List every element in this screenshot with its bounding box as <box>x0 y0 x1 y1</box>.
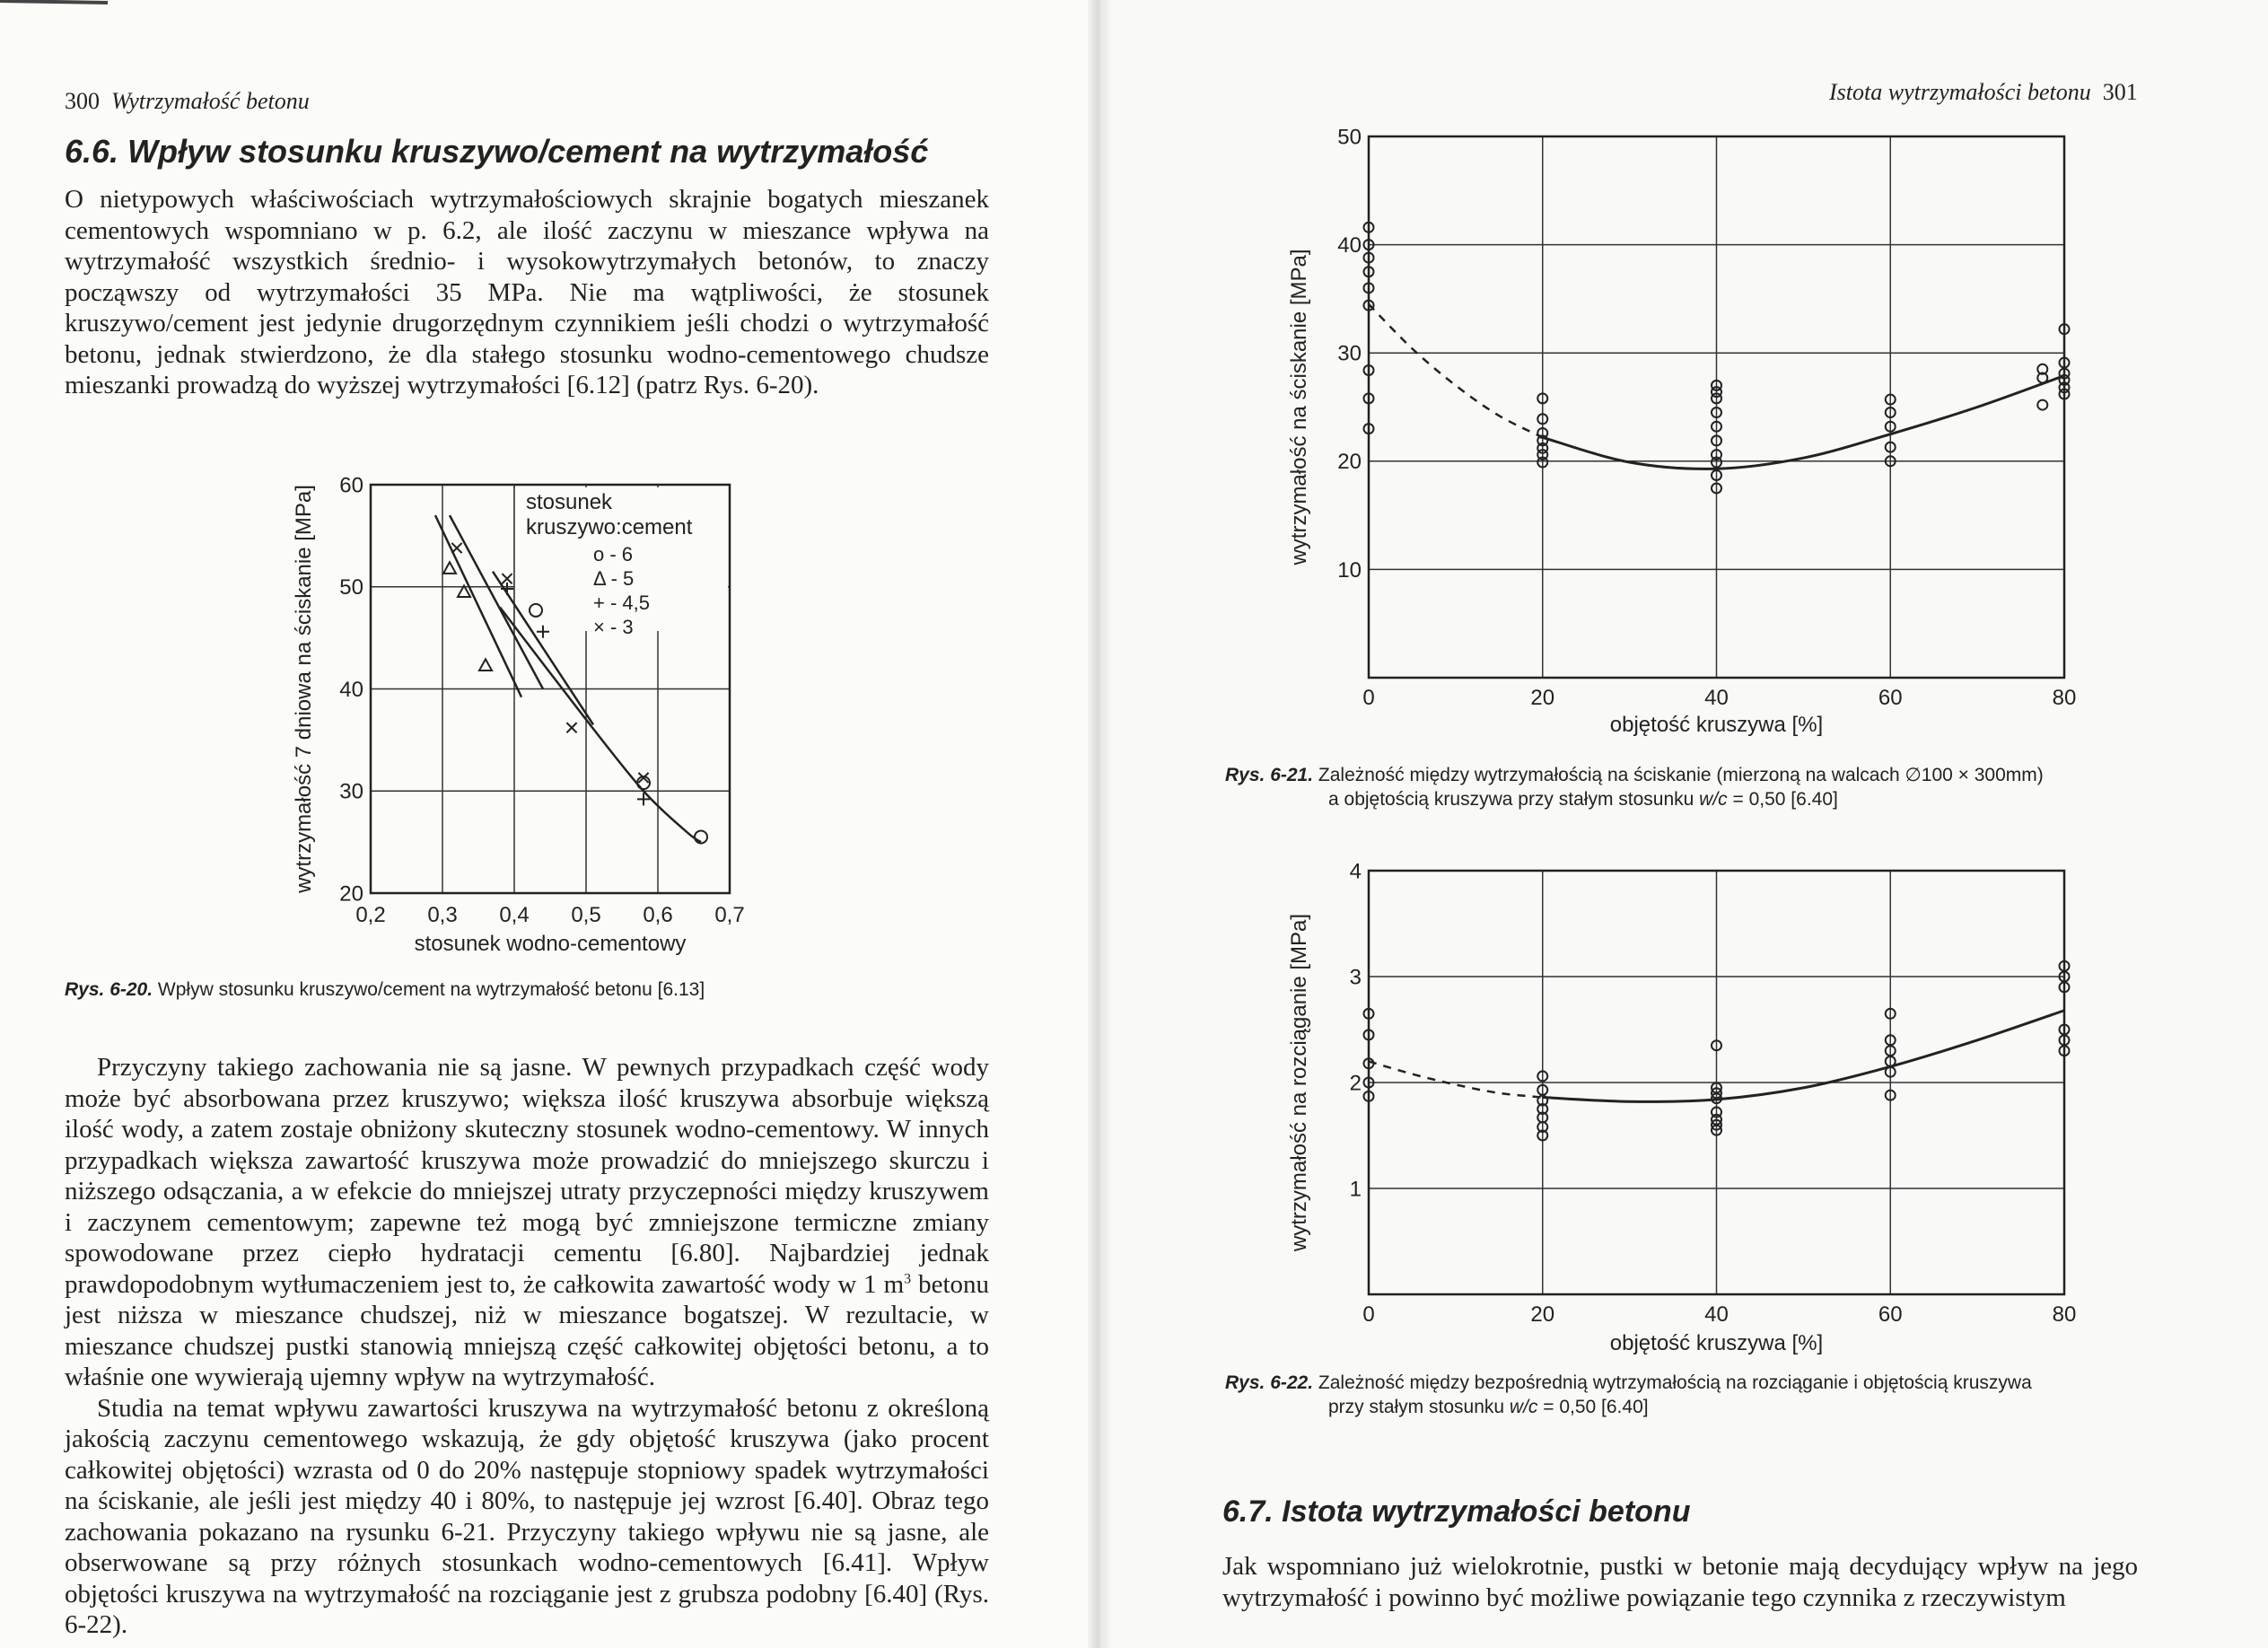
section-heading-6-6: 6.6. Wpływ stosunku kruszywo/cement na wytrzymałość <box>65 133 929 170</box>
paragraph-2-text: Przyczyny takiego zachowania nie są jasne. W pewnych przypadkach część wody może być absorbowana przez kruszywo; większa ilość kruszywa absorbuje większą ilość wody, a zatem zostaje obniżony skuteczny stosunek wodno-cementowy. W innych przypadkach większa zawartość kruszywa może prowadzić do mniejszego skurczu i niższego odsączania, a w efekcie do mniejszej utraty przyczepności między kruszywem i zaczynem cementowym; zapewne też mogą być zmniejszone termiczne zmiany spowodowane przez ciepło hydratacji cementu [6.80]. Najbardziej jednak prawdopodobnym wytłumaczeniem jest to, że całkowita zawartość wody w 1 m <box>65 1053 989 1299</box>
figure-6-20 <box>285 471 770 969</box>
right-running-header <box>1829 79 2138 106</box>
figure-6-21-caption-label: Rys. 6-21. <box>1225 765 1314 785</box>
body-text-block <box>65 1052 989 1641</box>
data-point-x <box>566 723 576 732</box>
y-axis-title: wytrzymałość na ściskanie [MPa] <box>1287 249 1311 565</box>
paragraph-3: Studia na temat wpływu zawartości kruszywa na wytrzymałość betonu z określoną jakością zaczynu cementowego wskazują, że gdy objętość kruszywa (jako procent całkowitej objętości) wzrasta od 0 do 20% następuje stopniowy spadek wytrzymałości na ściskanie, ale jeśli jest między 40 i 80%, to następuje jej wzrost [6.40]. Obraz tego zachowania pokazano na rysunku 6-21. Przyczyny takiego wpływu nie są jasne, ale obserwowane są przy różnych stosunkach wodno-cementowych [6.41]. Wpływ objętości kruszywa na wytrzymałość na rozciąganie jest z grubsza podobny [6.40] (Rys. 6-22). <box>65 1393 989 1639</box>
data-point-plus <box>501 583 513 595</box>
x-tick-label: 0,5 <box>571 903 601 927</box>
y-tick-label: 1 <box>1349 1177 1362 1202</box>
right-paragraph <box>1222 1551 2138 1613</box>
book-gutter <box>1088 0 1111 1648</box>
figure-6-20-caption <box>65 977 705 1002</box>
x-tick-label: 0,4 <box>499 903 530 927</box>
fit-curve <box>1543 1011 2064 1102</box>
figure-6-22-caption-line2a: przy stałym stosunku <box>1328 1397 1510 1417</box>
right-page-number: 301 <box>2102 79 2138 105</box>
y-tick-label: 40 <box>339 677 363 702</box>
x-tick-label: 40 <box>1704 1302 1729 1327</box>
legend-entry: Δ - 5 <box>593 567 635 590</box>
data-point-x <box>451 543 461 553</box>
x-tick-label: 60 <box>1878 1302 1903 1327</box>
x-tick-label: 0,2 <box>355 903 386 927</box>
left-running-header <box>65 88 310 115</box>
fit-curve-dashed <box>1369 1061 1543 1097</box>
legend-entry: + - 4,5 <box>593 592 650 614</box>
y-axis-title: wytrzymałość na rozciąganie [MPa] <box>1287 913 1311 1252</box>
intro-paragraph <box>65 184 989 401</box>
x-tick-label: 0,3 <box>427 903 458 927</box>
x-axis-title: stosunek wodno-cementowy <box>414 932 687 956</box>
y-tick-label: 50 <box>1337 125 1362 150</box>
section-heading-6-7: 6.7. Istota wytrzymałości betonu <box>1222 1495 1691 1529</box>
figure-6-20-caption-text: Wpływ stosunku kruszywo/cement na wytrzymałość betonu [6.13] <box>157 979 705 1000</box>
figure-6-21-caption <box>1225 763 2044 811</box>
y-tick-label: 3 <box>1349 965 1362 990</box>
x-tick-label: 40 <box>1704 686 1729 710</box>
y-tick-label: 4 <box>1349 859 1362 884</box>
figure-6-22-caption-wc: w/c <box>1509 1397 1538 1417</box>
paragraph-2 <box>65 1052 989 1393</box>
x-tick-label: 0,6 <box>643 903 673 927</box>
figure-6-22-caption <box>1225 1371 2032 1419</box>
figure-6-22 <box>1283 846 2109 1366</box>
y-tick-label: 10 <box>1337 557 1362 583</box>
figure-6-21-caption-line2b: = 0,50 [6.40] <box>1727 789 1838 810</box>
x-axis-title: objętość kruszywa [%] <box>1609 713 1824 737</box>
figure-6-22-caption-line2b: = 0,50 [6.40] <box>1537 1397 1649 1417</box>
y-tick-label: 30 <box>1337 341 1362 366</box>
superscript-3: 3 <box>904 1270 912 1286</box>
x-axis-title: objętość kruszywa [%] <box>1609 1331 1824 1355</box>
left-running-title: Wytrzymałość betonu <box>111 88 310 114</box>
y-tick-label: 60 <box>339 473 363 498</box>
x-tick-label: 0 <box>1362 1302 1375 1327</box>
y-tick-label: 40 <box>1337 233 1362 258</box>
data-point <box>2037 400 2047 410</box>
legend-entry: × - 3 <box>593 616 634 638</box>
x-tick-label: 20 <box>1530 1302 1555 1327</box>
data-point-triangle <box>479 659 492 671</box>
y-axis-title: wytrzymałość 7 dniowa na ściskanie [MPa] <box>292 485 316 893</box>
paragraph-2-text-end: betonu jest niższa w mieszance chudszej, niż w mieszance bogatszej. W rezultacie, w mieszance chudszej pustki stanowią mniejszą część całkowitej objętości betonu, a to właśnie one wywierają ujemny wpływ na wytrzymałość. <box>65 1269 989 1391</box>
y-tick-label: 2 <box>1349 1071 1362 1096</box>
right-running-title: Istota wytrzymałości betonu <box>1829 79 2091 105</box>
figure-6-20-caption-label: Rys. 6-20. <box>65 979 153 1000</box>
x-tick-label: 80 <box>2052 1302 2077 1327</box>
intro-paragraph-text: O nietypowych właściwościach wytrzymałościowych skrajnie bogatych mieszanek cementowych wspomniano w p. 6.2, ale ilość zaczynu w mieszance wpływa na wytrzymałość wszystkich średnio- i wysokowytrzymałych betonów, to znaczy począwszy od wytrzymałości 35 MPa. Nie ma wątpliwości, że stosunek kruszywo/cement jest jedynie drugorzędnym czynnikiem jeśli chodzi o wytrzymałość betonu, jednak stwierdzono, że dla stałego stosunku wodno-cementowego chudsze mieszanki prowadzą do wyższej wytrzymałości [6.12] (patrz Rys. 6-20). <box>65 185 989 399</box>
data-point-x <box>502 574 512 583</box>
x-tick-label: 0,7 <box>714 903 745 927</box>
left-page-number: 300 <box>65 88 100 114</box>
figure-6-21 <box>1283 117 2109 754</box>
data-point-triangle <box>443 562 456 574</box>
x-tick-label: 20 <box>1530 686 1555 710</box>
x-tick-label: 80 <box>2052 686 2077 710</box>
figure-6-21-caption-line2a: a objętością kruszywa przy stałym stosunku <box>1328 789 1700 810</box>
figure-6-22-caption-line1: Zależność między bezpośrednią wytrzymałością na rozciąganie i objętością kruszywa <box>1318 1372 2032 1393</box>
legend-entry: o - 6 <box>593 543 634 565</box>
right-paragraph-text: Jak wspomniano już wielokrotnie, pustki w betonie mają decydujący wpływ na jego wytrzymałość i powinno być możliwe powiązanie tego czynnika z rzeczywistym <box>1222 1552 2138 1612</box>
legend-title: stosunek <box>526 490 613 514</box>
legend-title: kruszywo:cement <box>526 515 693 539</box>
x-tick-label: 0 <box>1362 686 1375 710</box>
x-tick-label: 60 <box>1878 686 1903 710</box>
y-tick-label: 20 <box>339 881 363 907</box>
trend-line <box>500 608 701 843</box>
figure-6-22-caption-label: Rys. 6-22. <box>1225 1372 1314 1393</box>
fit-curve <box>1543 376 2064 469</box>
trend-line <box>435 515 521 697</box>
figure-6-21-caption-wc: w/c <box>1699 789 1728 810</box>
fit-curve-dashed <box>1369 304 1543 437</box>
figure-6-21-caption-line1: Zależność między wytrzymałością na ściskanie (mierzoną na walcach ∅100 × 300mm) <box>1318 765 2044 785</box>
y-tick-label: 20 <box>1337 450 1362 475</box>
y-tick-label: 30 <box>339 779 363 804</box>
y-tick-label: 50 <box>339 575 363 600</box>
